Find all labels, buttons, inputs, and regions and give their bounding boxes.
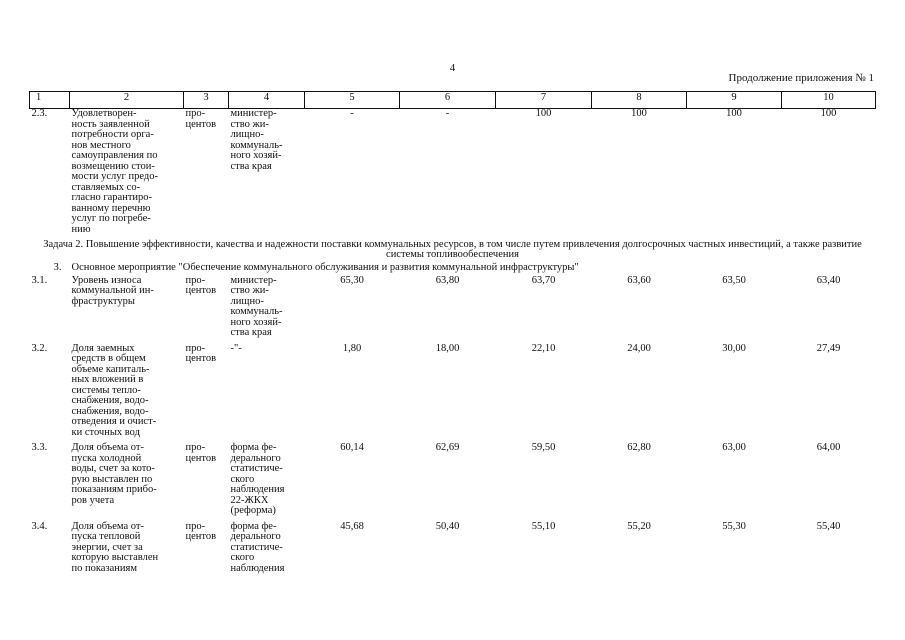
indicator-name-line: пуска тепловой <box>71 531 141 542</box>
task-heading-row <box>30 240 876 260</box>
unit-of-measure-line: про- <box>185 342 206 354</box>
value-cell: 62,69 <box>435 442 460 453</box>
measure-heading-row <box>30 263 876 274</box>
value-cell: 63,60 <box>627 274 651 286</box>
indicator-name-line: средств в общем <box>71 353 146 364</box>
data-source-line: -"- <box>230 342 242 354</box>
indicator-name-line: отведения и очист- <box>71 416 157 427</box>
table-row <box>30 443 876 517</box>
indicator-name-line: возмещению стои- <box>71 160 155 172</box>
unit-of-measure <box>184 443 229 517</box>
indicator-name-line: объеме капиталь- <box>71 363 150 375</box>
value-cell: 63,80 <box>435 274 460 286</box>
column-header-5: 5 <box>305 92 400 109</box>
data-source <box>229 443 305 517</box>
data-source-line: наблюдения <box>230 562 285 574</box>
continuation-label: Продолжение приложения № 1 <box>728 72 874 84</box>
indicator-name-line: воды, счет за кото- <box>71 463 155 474</box>
indicator-name-line: Удовлетворен- <box>71 108 137 119</box>
page-number: 4 <box>449 62 456 74</box>
indicator-name-line: нов местного <box>71 139 131 151</box>
indicator-name-line: мости услуг предо- <box>71 171 158 182</box>
value-cell: 24,00 <box>627 342 651 354</box>
data-source <box>229 522 305 575</box>
row-number: 3.3. <box>31 442 48 453</box>
row-number: 2.3. <box>31 108 48 119</box>
value-cell: 100 <box>726 108 742 119</box>
indicator-name-line: снабжения, водо- <box>71 405 149 417</box>
value-cell: 27,49 <box>816 342 841 354</box>
column-header-9: 9 <box>687 92 782 109</box>
value-cell: 55,10 <box>531 520 556 532</box>
indicator-name-line: ных вложений в <box>71 374 144 385</box>
data-source-line: ского <box>230 473 255 485</box>
value-cell: 63,40 <box>816 274 841 286</box>
value-cell: 59,50 <box>531 442 556 453</box>
indicator-name-line: услуг по погребе- <box>71 213 151 224</box>
column-header-2: 2 <box>70 92 184 109</box>
value-cell: 30,00 <box>722 342 746 354</box>
table-header-row <box>30 92 876 109</box>
unit-of-measure <box>184 276 229 339</box>
data-source-line: статистиче- <box>230 541 283 553</box>
table-row <box>30 344 876 439</box>
row-spacer-cell <box>30 574 876 579</box>
indicator-name <box>70 522 184 575</box>
data-source-line: ного хозяй- <box>230 150 282 161</box>
unit-of-measure <box>184 344 229 439</box>
indicator-name-line: самоуправления по <box>71 150 158 161</box>
indicator-name-line: рую выставлен по <box>71 473 153 485</box>
data-source-line: ского <box>230 552 255 563</box>
column-header-3: 3 <box>184 92 229 109</box>
value-cell: 50,40 <box>435 520 460 532</box>
indicator-name-line: потребности орга- <box>71 129 154 140</box>
value-cell: 65,30 <box>340 274 364 286</box>
value-cell: 60,14 <box>340 442 364 453</box>
column-header-8: 8 <box>592 92 687 109</box>
value-cell: 55,30 <box>722 520 746 532</box>
data-source-line: министер- <box>230 108 277 119</box>
column-header-1: 1 <box>30 92 70 109</box>
data-source-line: дерального <box>230 531 281 542</box>
unit-of-measure-line: про- <box>185 520 206 532</box>
unit-of-measure <box>184 522 229 575</box>
value-cell: 63,00 <box>722 442 746 453</box>
column-header-6: 6 <box>400 92 496 109</box>
indicator-name-line: ность заявленной <box>71 118 150 130</box>
data-source-line: лищно- <box>230 295 264 307</box>
row-number: 3.1. <box>31 274 48 286</box>
value-cell: 55,40 <box>816 520 841 532</box>
data-source-line: лищно- <box>230 129 264 140</box>
measure-heading: Основное мероприятие "Обеспечение коммунального обслуживания и развития коммунальной инфраструктуры" <box>71 262 579 273</box>
data-source-line: наблюдения <box>230 484 285 495</box>
indicator-name-line: Доля объема от- <box>71 520 144 532</box>
data-source-line: форма фе- <box>230 442 277 453</box>
data-source-line: коммуналь- <box>230 139 283 151</box>
column-header-7: 7 <box>496 92 592 109</box>
indicator-name-line: Уровень износа <box>71 274 142 286</box>
value-cell: 55,20 <box>627 520 651 532</box>
value-cell: - <box>350 108 354 119</box>
indicator-name-line: коммунальной ин- <box>71 285 154 296</box>
row-number: 3. <box>53 262 62 273</box>
column-header-4: 4 <box>229 92 305 109</box>
value-cell: 1,80 <box>342 342 362 354</box>
indicator-name <box>70 109 184 236</box>
data-source-line: министер- <box>230 274 277 286</box>
data-source-line: ства края <box>230 327 272 338</box>
indicator-name-line: гласно гарантиро- <box>71 192 153 203</box>
indicator-name-line: Доля заемных <box>71 342 135 354</box>
indicator-name-line: Доля объема от- <box>71 442 144 453</box>
indicator-name-line: ров учета <box>71 494 115 506</box>
indicator-name <box>70 276 184 339</box>
indicator-name-line: ставляемых со- <box>71 181 141 193</box>
unit-of-measure <box>184 109 229 236</box>
data-source-line: ство жи- <box>230 118 269 130</box>
table-row <box>30 276 876 339</box>
data-source <box>229 276 305 339</box>
data-source <box>229 109 305 236</box>
table-row <box>30 109 876 236</box>
data-source-line: (реформа) <box>230 505 276 516</box>
indicator-name-line: энергии, счет за <box>71 541 143 553</box>
unit-of-measure-line: центов <box>185 353 217 364</box>
data-source-line: дерального <box>230 452 281 464</box>
indicator-name-line: показаниям прибо- <box>71 484 157 495</box>
indicator-name-line: фраструктуры <box>71 295 135 307</box>
row-number: 3.2. <box>31 342 48 354</box>
value-cell: 45,68 <box>340 520 364 532</box>
indicators-table <box>29 91 876 579</box>
data-source-line: 22-ЖКХ <box>230 494 269 506</box>
indicator-name-line: нию <box>71 223 91 235</box>
value-cell: - <box>445 108 450 119</box>
unit-of-measure-line: центов <box>185 452 217 464</box>
value-cell: 63,70 <box>531 274 556 286</box>
unit-of-measure-line: про- <box>185 108 206 119</box>
value-cell: 100 <box>631 108 647 119</box>
value-cell: 22,10 <box>531 342 556 354</box>
data-source-line: форма фе- <box>230 520 277 532</box>
indicator-name-line: ки сточных вод <box>71 426 140 438</box>
value-cell: 62,80 <box>627 442 651 453</box>
unit-of-measure-line: центов <box>185 531 217 542</box>
indicator-name-line: по показаниям <box>71 562 137 574</box>
table-row <box>30 522 876 575</box>
column-header-10: 10 <box>782 92 876 109</box>
unit-of-measure-line: центов <box>185 118 217 130</box>
indicator-name-line: пуска холодной <box>71 452 142 464</box>
data-source-line: ства края <box>230 160 272 172</box>
indicator-name-line: снабжения, водо- <box>71 395 149 406</box>
value-cell: 100 <box>820 108 837 119</box>
row-spacer <box>30 574 876 579</box>
data-source <box>229 344 305 439</box>
data-source-line: коммуналь- <box>230 306 283 317</box>
value-cell: 100 <box>535 108 552 119</box>
unit-of-measure-line: центов <box>185 285 217 296</box>
indicator-name-line: ванному перечню <box>71 202 151 214</box>
value-cell: 64,00 <box>816 442 841 453</box>
indicator-name-line: системы тепло- <box>71 384 141 396</box>
unit-of-measure-line: про- <box>185 442 206 453</box>
data-source-line: ство жи- <box>230 285 269 296</box>
value-cell: 18,00 <box>435 342 460 354</box>
unit-of-measure-line: про- <box>185 274 206 286</box>
value-cell: 63,50 <box>722 274 746 286</box>
indicator-name <box>70 443 184 517</box>
indicator-name-line: которую выставлен <box>71 552 159 563</box>
data-source-line: статистиче- <box>230 463 283 474</box>
task-heading: Задача 2. Повышение эффективности, качества и надежности поставки коммунальных ресурсов, в том числе путем привлечения долгосрочных частных инвестиций, а также развитие системы топливообеспечения <box>43 239 862 260</box>
data-source-line: ного хозяй- <box>230 316 282 328</box>
row-number: 3.4. <box>31 520 48 532</box>
indicator-name <box>70 344 184 439</box>
